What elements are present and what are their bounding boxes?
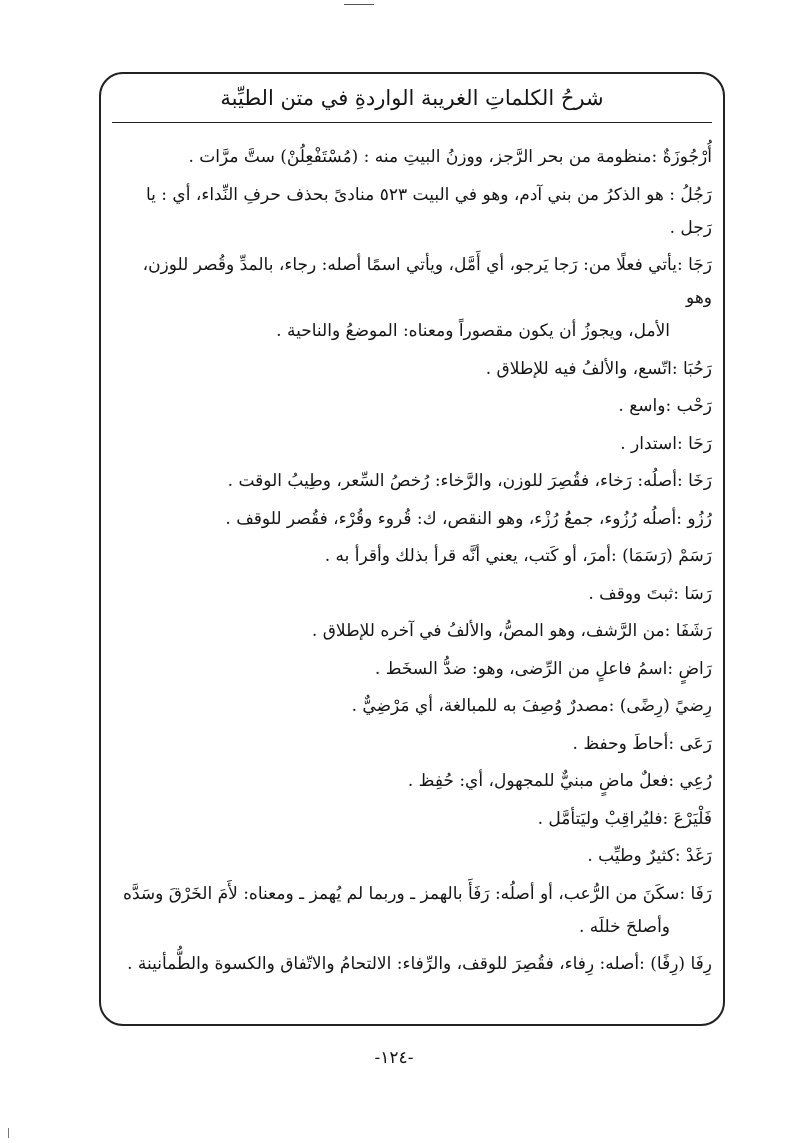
entry-text: رَجُلُ : هو الذكرُ من بني آدم، وهو في البيت ٥٢٣ منادىً بحذف حرفِ النِّداء، أي : يا رَجل . xyxy=(145,184,712,238)
entry-text: رِفَا (رِفًا) :أصله: رِفاء، فقُصِرَ للوقف، والرِّفاء: الالتحامُ والاتّفاق والكسوة والطُّمأنينة . xyxy=(127,954,712,974)
glossary-entry xyxy=(112,141,712,174)
entry-text: رَفَا :سكَنَ من الرُّعب، أو أصلُه: رَفَأَ بالهمز ـ وربما لم يُهمز ـ ومعناه: لأَمَ الخَرْقَ وسَدَّه xyxy=(123,883,712,904)
glossary-entry xyxy=(112,503,712,536)
glossary-entry xyxy=(112,540,712,573)
glossary-entry xyxy=(112,578,712,611)
glossary-entry xyxy=(112,765,712,798)
entry-text: رَحُبَا :اتّسع، والألفُ فيه للإطلاق . xyxy=(485,358,712,379)
entry-text: رَعَى :أحاطَ وحفظ . xyxy=(572,733,712,754)
page-number: -١٢٤- xyxy=(374,1048,414,1068)
glossary-entry xyxy=(112,465,712,498)
entry-text: رَاضٍ :اسمُ فاعلٍ من الرِّضى، وهو: ضدُّ السخَط . xyxy=(374,658,712,679)
glossary-entry xyxy=(112,948,712,981)
entry-text: رِضيً (رِضًى) :مصدرٌ وُصِفَ به للمبالغة، أي مَرْضِيٌّ . xyxy=(351,696,712,716)
glossary-entry xyxy=(112,840,712,873)
page-title: شرحُ الكلماتِ الغريبة الواردةِ في متن الطيِّبة xyxy=(220,86,604,110)
glossary-entry xyxy=(112,728,712,761)
entry-text: أُرْجُوزَةٌ :منظومة من بحر الرَّجز، ووزنُ البيتِ منه : (مُسْتَفْعِلُنْ) ستَّ مرَّات . xyxy=(188,147,712,167)
top-edge-mark xyxy=(344,4,374,5)
header-divider xyxy=(112,122,712,123)
entry-text: رَخَا :أصلُه: رَخاء، فقُصِرَ للوزن، والرَّخاء: رُخصُ السِّعر، وطِيبُ الوقت . xyxy=(227,471,712,491)
entry-text: رَسَمْ (رَسَمَا) :أمرَ، أو كَتب، يعني أنَّه قرأ بذلك وأقرأ به . xyxy=(324,546,712,566)
glossary-entry xyxy=(112,353,712,386)
entry-text: رُزُو :أصلُه رُزُوء، جمعُ رُزْء، وهو النقص، ك: قُروء وقُرْء، فقُصر للوقف . xyxy=(225,508,712,529)
entry-text: رَشَفَا :من الرَّشف، وهو المصُّ، والألفُ في آخره للإطلاق . xyxy=(311,621,712,641)
glossary-entry xyxy=(112,878,712,944)
glossary-list xyxy=(112,141,712,986)
entry-text: رُعِي :فعلٌ ماضٍ مبنيٌّ للمجهول، أي: حُفِظ . xyxy=(407,771,712,791)
entry-text: رَحَا :استدار . xyxy=(620,433,712,454)
entry-text: رَجَا :يأتي فعلًا من: رَجا يَرجو، أي أَمَّل، ويأتي اسمًا أصله: رجاء، بالمدِّ وقُصر للوزن، وهو xyxy=(142,255,712,308)
glossary-entry xyxy=(112,179,712,245)
glossary-entry xyxy=(112,803,712,836)
entry-text: رَغَدْ :كثيرٌ وطيِّب . xyxy=(587,846,712,866)
edge-mark xyxy=(8,1128,9,1138)
glossary-entry xyxy=(112,690,712,723)
entry-text: رَسَا :ثبتَ ووقف . xyxy=(588,583,712,604)
entry-text: رَحْب :واسع . xyxy=(618,396,712,416)
glossary-entry xyxy=(112,249,712,348)
entry-text: فَلْيَرْعَ :فليُراقِبْ وليَتأمَّل . xyxy=(537,808,712,829)
glossary-entry xyxy=(112,390,712,423)
glossary-entry xyxy=(112,653,712,686)
entry-continuation: وأصلحَ خللَه . xyxy=(578,916,670,937)
glossary-entry xyxy=(112,615,712,648)
glossary-entry xyxy=(112,428,712,461)
entry-continuation: الأمل، ويجوزُ أن يكون مقصوراً ومعناه: الموضعُ والناحية . xyxy=(276,321,670,341)
